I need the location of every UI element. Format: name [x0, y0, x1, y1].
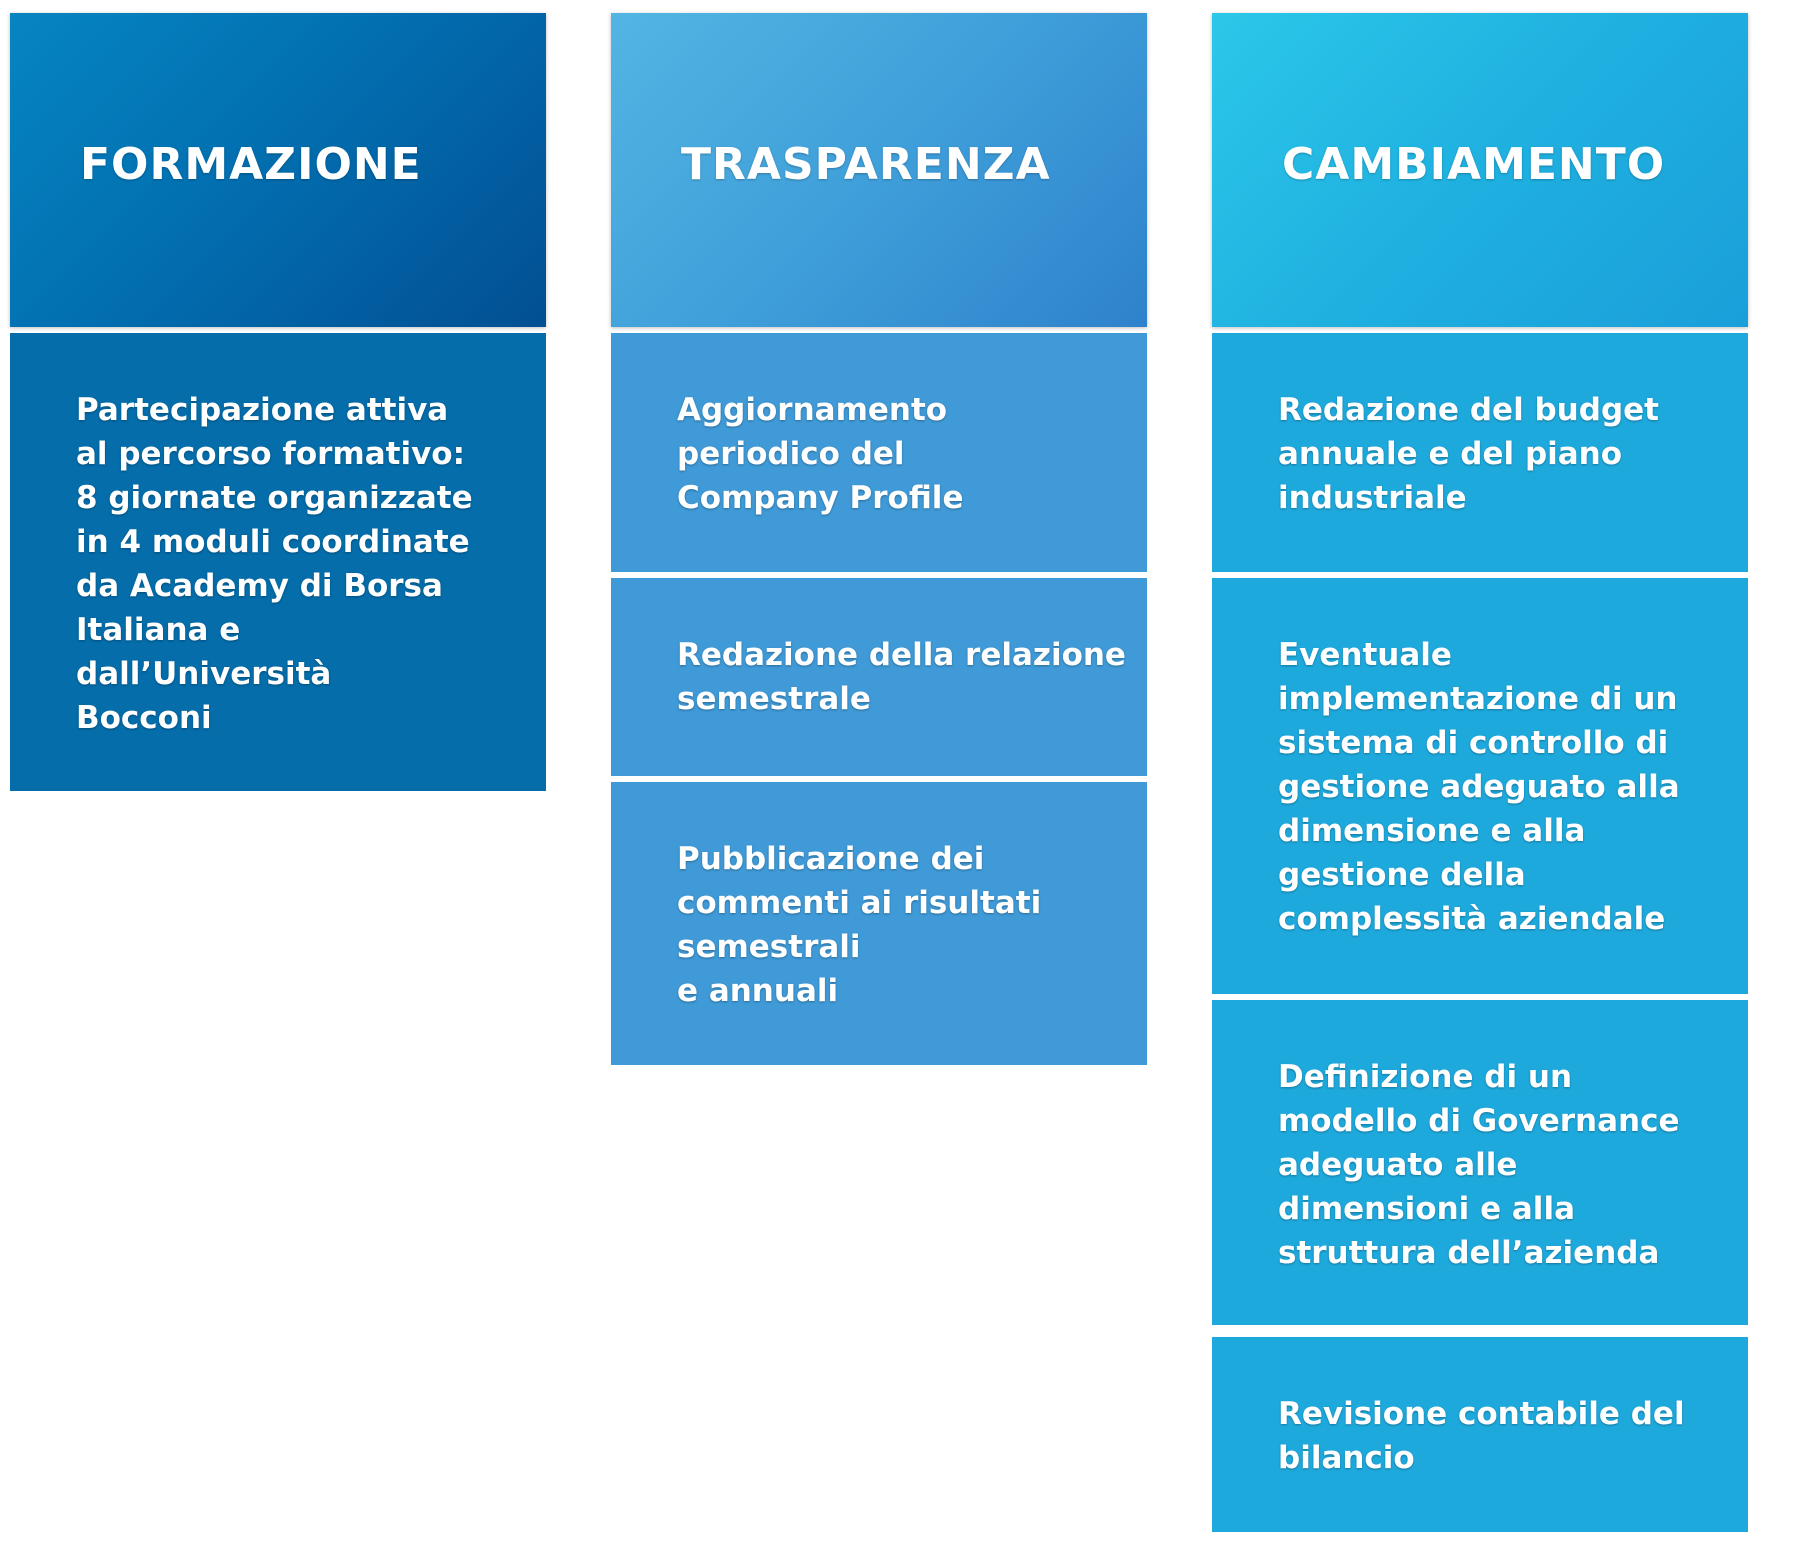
header-formazione-label: FORMAZIONE — [80, 138, 422, 190]
trasparenza-item-3: Pubblicazione dei commenti ai risultati semestrali e annuali — [611, 782, 1147, 1065]
header-cambiamento-label: CAMBIAMENTO — [1282, 138, 1666, 190]
trasparenza-item-2: Redazione della relazione semestrale — [611, 578, 1147, 776]
header-trasparenza — [611, 13, 1147, 327]
cambiamento-item-1: Redazione del budget annuale e del piano industriale — [1212, 333, 1748, 572]
header-cambiamento — [1212, 13, 1748, 327]
cambiamento-item-3: Definizione di un modello di Governance adeguato alle dimensioni e alla struttura dell’azienda — [1212, 1000, 1748, 1325]
header-formazione — [10, 13, 546, 327]
cambiamento-item-2: Eventuale implementazione di un sistema di controllo di gestione adeguato alla dimensione e alla gestione della complessità aziendale — [1212, 578, 1748, 994]
formazione-item-1: Partecipazione attiva al percorso formativo: 8 giornate organizzate in 4 moduli coordinate da Academy di Borsa Italiana e dall’Università Bocconi — [10, 333, 546, 791]
trasparenza-item-1: Aggiornamento periodico del Company Profile — [611, 333, 1147, 572]
header-trasparenza-label: TRASPARENZA — [681, 138, 1051, 190]
cambiamento-item-4: Revisione contabile del bilancio — [1212, 1337, 1748, 1532]
